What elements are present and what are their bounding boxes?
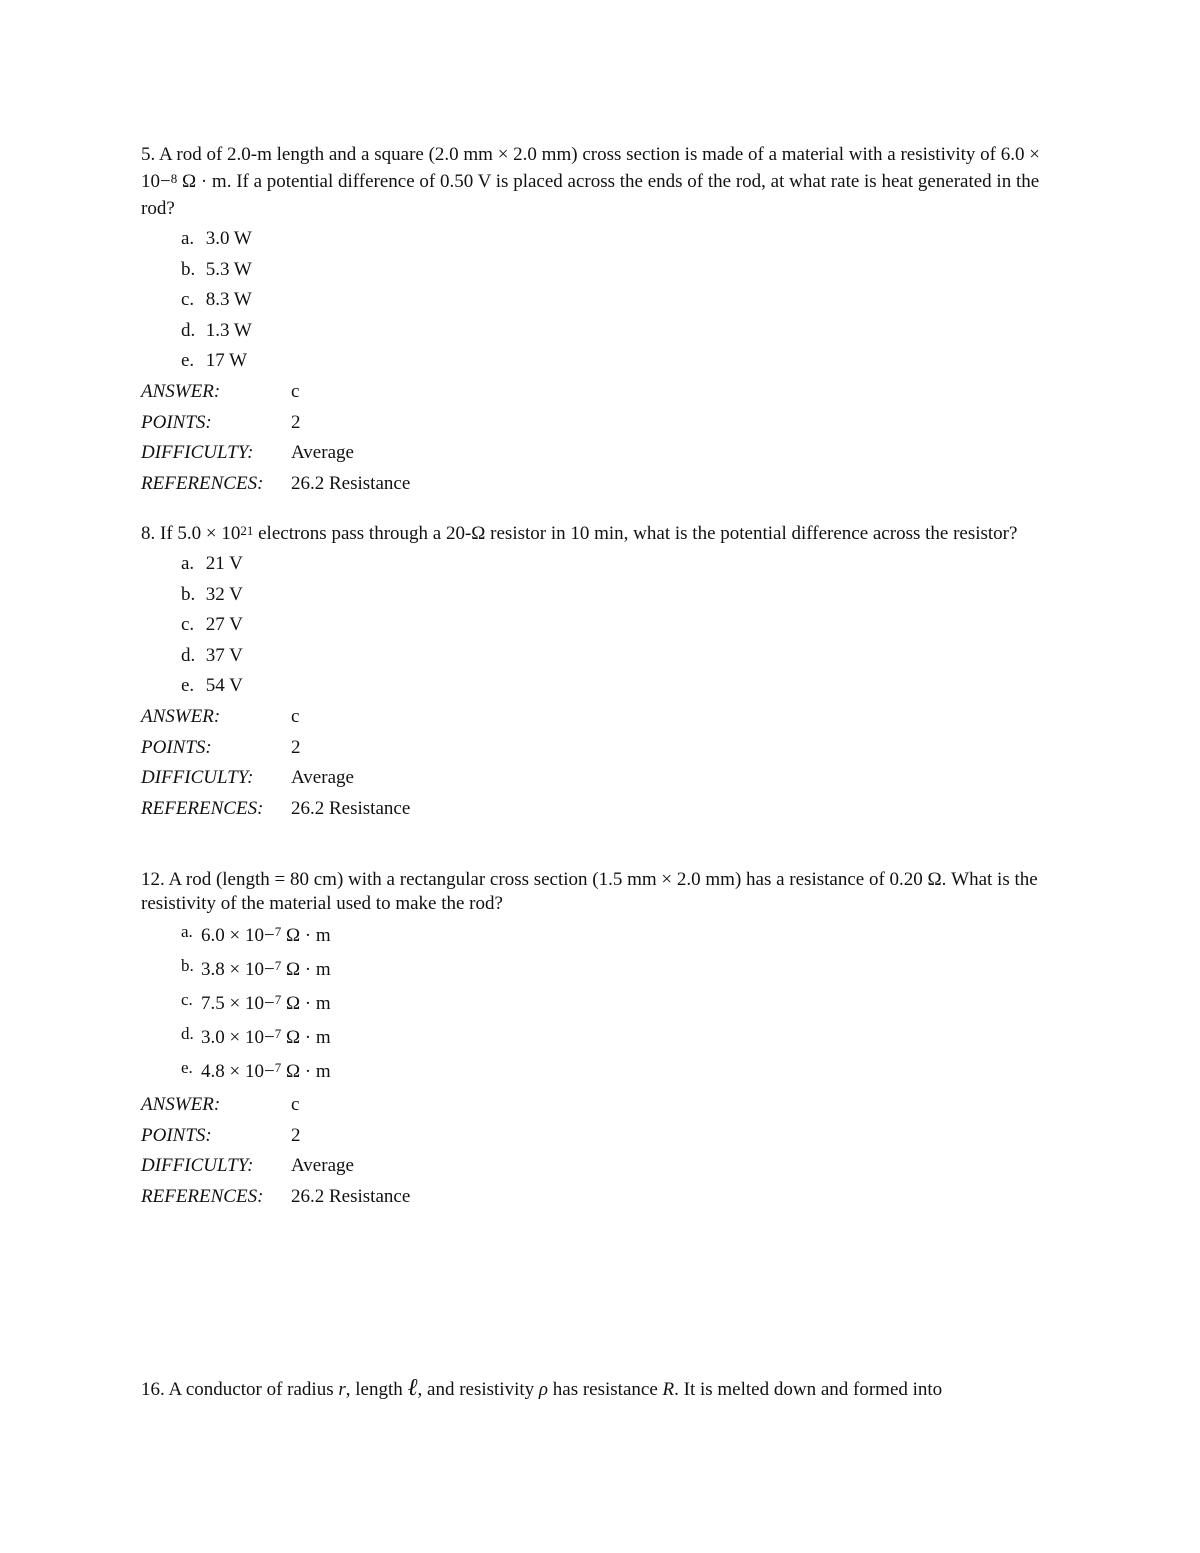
question-meta — [141, 377, 1061, 499]
choice-b: b. 32 V — [181, 583, 243, 605]
choice-a: a. 3.0 W — [181, 228, 252, 249]
points-row: POINTS: 2 — [141, 1124, 301, 1146]
choice-d: d. 3.0 × 10−$^7$ Ω · m — [181, 1024, 331, 1048]
choice-e: e. 4.8 × 10−$^7$ Ω · m — [181, 1058, 331, 1082]
answer-choices — [141, 224, 1061, 377]
choice-c: c. 8.3 W — [181, 289, 252, 311]
points-row: POINTS: 2 — [141, 411, 301, 433]
references-row: REFERENCES: 26.2 Resistance — [141, 797, 411, 819]
question-meta — [141, 702, 1061, 824]
question-8 — [141, 520, 1061, 824]
choice-d: d. 1.3 W — [181, 319, 252, 341]
question-12 — [141, 868, 1061, 1212]
question-16 — [141, 1375, 1061, 1403]
choice-b: b. 5.3 W — [181, 258, 252, 280]
question-stem: 8. If $5.0 \times 10^{21}$ electrons pass through a 20-Ω resistor in 10 min, what is the potential difference across the resistor? — [141, 523, 1018, 544]
answer-choices — [141, 922, 1061, 1086]
references-row: REFERENCES: 26.2 Resistance — [141, 472, 411, 494]
question-5 — [141, 141, 1061, 499]
answer-row: ANSWER: c — [141, 1094, 300, 1115]
question-stem: 12. A rod (length = 80 cm) with a rectangular cross section (1.5 mm × 2.0 mm) has a resistance of 0.20 Ω. What is the resistivity of the material used to make the rod? — [141, 869, 1038, 914]
answer-choices — [141, 549, 1061, 702]
question-stem: 16. A conductor of radius r, length ℓ, and resistivity ρ has resistance R. It is melted down and formed into — [141, 1375, 943, 1401]
choice-b: b. 3.8 × 10−$^7$ Ω · m — [181, 956, 331, 980]
points-row: POINTS: 2 — [141, 736, 301, 758]
answer-row: ANSWER: c — [141, 705, 300, 727]
choice-c: c. 7.5 × 10−$^7$ Ω · m — [181, 990, 331, 1014]
references-row: REFERENCES: 26.2 Resistance — [141, 1185, 411, 1207]
choice-c: c. 27 V — [181, 614, 243, 636]
question-stem: 5. A rod of 2.0-m length and a square (2.0 mm × 2.0 mm) cross section is made of a material with a resistivity of 6.0 × 10−$^8$ Ω · m. If a potential difference of 0.50 V is placed across the ends of the rod, at what rate is heat generated in the rod? — [141, 144, 1040, 219]
choice-a: a. 6.0 × 10−$^7$ Ω · m — [181, 922, 331, 946]
choice-a: a. 21 V — [181, 553, 243, 574]
choice-e: e. 54 V — [181, 675, 243, 697]
choice-d: d. 37 V — [181, 644, 243, 666]
difficulty-row: DIFFICULTY: Average — [141, 442, 354, 464]
choice-e: e. 17 W — [181, 350, 248, 372]
difficulty-row: DIFFICULTY: Average — [141, 767, 354, 789]
answer-row: ANSWER: c — [141, 380, 300, 402]
difficulty-row: DIFFICULTY: Average — [141, 1155, 354, 1177]
question-meta — [141, 1090, 1061, 1212]
